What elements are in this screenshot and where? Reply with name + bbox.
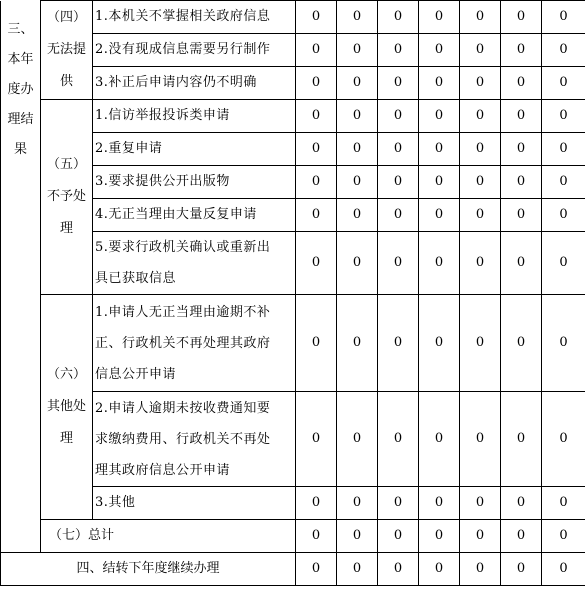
value-cell: 0	[337, 487, 378, 520]
category-label-line: （五）	[46, 157, 86, 172]
section-3-label-line: 理结	[7, 111, 34, 127]
table-row	[1, 295, 585, 392]
value-cell: 0	[378, 295, 419, 392]
value-cell: 0	[460, 295, 501, 392]
value-cell: 0	[337, 295, 378, 392]
value-cell: 0	[501, 166, 542, 199]
value-cell: 0	[378, 133, 419, 166]
value-cell: 0	[460, 100, 501, 133]
value-cell: 0	[296, 166, 337, 199]
value-cell: 0	[296, 392, 337, 487]
category-label-line: 理	[59, 431, 73, 446]
row-item-label-line: 2.没有现成信息需要另行制作	[95, 42, 271, 57]
total-value-cell: 0	[378, 520, 419, 553]
value-cell: 0	[337, 392, 378, 487]
value-cell: 0	[542, 1, 585, 34]
value-cell: 0	[296, 232, 337, 295]
value-cell: 0	[460, 487, 501, 520]
value-cell: 0	[542, 295, 585, 392]
value-cell: 0	[337, 133, 378, 166]
row-item-label-line: 1.本机关不掌握相关政府信息	[95, 9, 271, 24]
value-cell: 0	[378, 232, 419, 295]
value-cell: 0	[460, 67, 501, 100]
row-item-label-line: 信息公开申请	[95, 366, 177, 382]
value-cell: 0	[378, 199, 419, 232]
category-other-handling	[41, 295, 93, 520]
row-item-label-line: 3.要求提供公开出版物	[95, 174, 230, 189]
row-item-label-line: 1.信访举报投诉类申请	[95, 108, 230, 123]
carry-value-cell: 0	[337, 553, 378, 586]
value-cell: 0	[542, 166, 585, 199]
value-cell: 0	[419, 133, 460, 166]
value-cell: 0	[337, 1, 378, 34]
category-not-processed	[41, 100, 93, 295]
total-value-cell: 0	[542, 520, 585, 553]
value-cell: 0	[501, 1, 542, 34]
value-cell: 0	[419, 199, 460, 232]
section-3-label	[1, 1, 41, 520]
row-item-label-line: 正、行政机关不再处理其政府	[95, 335, 271, 351]
value-cell: 0	[460, 34, 501, 67]
table-row	[1, 100, 585, 133]
value-cell: 0	[378, 100, 419, 133]
section-3-label-cont	[1, 520, 41, 553]
row-item-label-line: 具已获取信息	[95, 271, 177, 286]
total-value-cell: 0	[337, 520, 378, 553]
value-cell: 0	[501, 295, 542, 392]
carry-value-cell: 0	[378, 553, 419, 586]
value-cell: 0	[501, 67, 542, 100]
value-cell: 0	[419, 67, 460, 100]
value-cell: 0	[337, 166, 378, 199]
carry-over-row	[1, 553, 585, 586]
category-unable-to-provide	[41, 1, 93, 100]
row-item-label	[93, 1, 296, 34]
row-item-label-line: 3.其他	[95, 495, 136, 510]
value-cell: 0	[542, 199, 585, 232]
value-cell: 0	[460, 392, 501, 487]
row-item-label	[93, 100, 296, 133]
value-cell: 0	[460, 1, 501, 34]
row-item-label	[93, 392, 296, 487]
value-cell: 0	[337, 232, 378, 295]
section-3-label-line: 本年	[7, 51, 34, 67]
value-cell: 0	[460, 166, 501, 199]
category-label-line: 供	[59, 74, 73, 89]
value-cell: 0	[542, 67, 585, 100]
value-cell: 0	[419, 100, 460, 133]
total-value-cell: 0	[296, 520, 337, 553]
section-3-label-line: 度办	[7, 81, 34, 97]
carry-value-cell: 0	[296, 553, 337, 586]
value-cell: 0	[378, 487, 419, 520]
value-cell: 0	[296, 100, 337, 133]
row-item-label	[93, 166, 296, 199]
value-cell: 0	[501, 392, 542, 487]
value-cell: 0	[378, 166, 419, 199]
carry-value-cell: 0	[460, 553, 501, 586]
carry-over-label: 四、结转下年度继续办理	[1, 553, 296, 586]
value-cell: 0	[296, 295, 337, 392]
value-cell: 0	[337, 100, 378, 133]
value-cell: 0	[378, 67, 419, 100]
value-cell: 0	[296, 199, 337, 232]
value-cell: 0	[337, 199, 378, 232]
row-item-label	[93, 487, 296, 520]
value-cell: 0	[296, 34, 337, 67]
carry-value-cell: 0	[419, 553, 460, 586]
value-cell: 0	[419, 34, 460, 67]
value-cell: 0	[337, 34, 378, 67]
category-label-line: 其他处	[46, 399, 86, 414]
value-cell: 0	[542, 133, 585, 166]
value-cell: 0	[337, 67, 378, 100]
total-value-cell: 0	[419, 520, 460, 553]
value-cell: 0	[460, 232, 501, 295]
value-cell: 0	[501, 100, 542, 133]
total-row	[1, 520, 585, 553]
value-cell: 0	[378, 1, 419, 34]
value-cell: 0	[419, 295, 460, 392]
category-label-line: （四）	[46, 10, 86, 25]
row-item-label-line: 理其政府信息公开申请	[95, 462, 231, 478]
category-label-line: 不予处	[46, 189, 86, 204]
value-cell: 0	[296, 487, 337, 520]
total-label: （七）总计	[41, 520, 296, 553]
row-item-label-line: 3.补正后申请内容仍不明确	[95, 75, 257, 90]
carry-value-cell: 0	[542, 553, 585, 586]
row-item-label	[93, 133, 296, 166]
value-cell: 0	[542, 100, 585, 133]
row-item-label-line: 5.要求行政机关确认或重新出	[95, 240, 271, 255]
value-cell: 0	[460, 133, 501, 166]
total-value-cell: 0	[460, 520, 501, 553]
value-cell: 0	[542, 487, 585, 520]
row-item-label	[93, 199, 296, 232]
value-cell: 0	[419, 392, 460, 487]
value-cell: 0	[542, 392, 585, 487]
total-value-cell: 0	[501, 520, 542, 553]
value-cell: 0	[419, 232, 460, 295]
value-cell: 0	[378, 34, 419, 67]
table-row	[1, 1, 585, 34]
row-item-label-line: 2.申请人逾期未按收费通知要	[95, 400, 271, 416]
value-cell: 0	[419, 166, 460, 199]
value-cell: 0	[542, 34, 585, 67]
section-3-label-line: 果	[13, 141, 27, 157]
value-cell: 0	[296, 67, 337, 100]
value-cell: 0	[419, 1, 460, 34]
value-cell: 0	[378, 392, 419, 487]
value-cell: 0	[501, 34, 542, 67]
category-label-line: 无法提	[46, 42, 86, 57]
row-item-label	[93, 67, 296, 100]
value-cell: 0	[501, 487, 542, 520]
value-cell: 0	[419, 487, 460, 520]
row-item-label-line: 求缴纳费用、行政机关不再处	[95, 431, 271, 447]
row-item-label	[93, 232, 296, 295]
row-item-label-line: 4.无正当理由大量反复申请	[95, 207, 257, 222]
category-label-line: （六）	[46, 367, 86, 382]
value-cell: 0	[542, 232, 585, 295]
section-3-label-line: 三、	[7, 21, 34, 37]
carry-value-cell: 0	[501, 553, 542, 586]
value-cell: 0	[501, 232, 542, 295]
row-item-label	[93, 34, 296, 67]
row-item-label-line: 1.申请人无正当理由逾期不补	[95, 304, 271, 320]
row-item-label-line: 2.重复申请	[95, 141, 163, 156]
value-cell: 0	[460, 199, 501, 232]
value-cell: 0	[296, 1, 337, 34]
value-cell: 0	[501, 133, 542, 166]
value-cell: 0	[296, 133, 337, 166]
category-label-line: 理	[59, 221, 73, 236]
row-item-label	[93, 295, 296, 392]
value-cell: 0	[501, 199, 542, 232]
